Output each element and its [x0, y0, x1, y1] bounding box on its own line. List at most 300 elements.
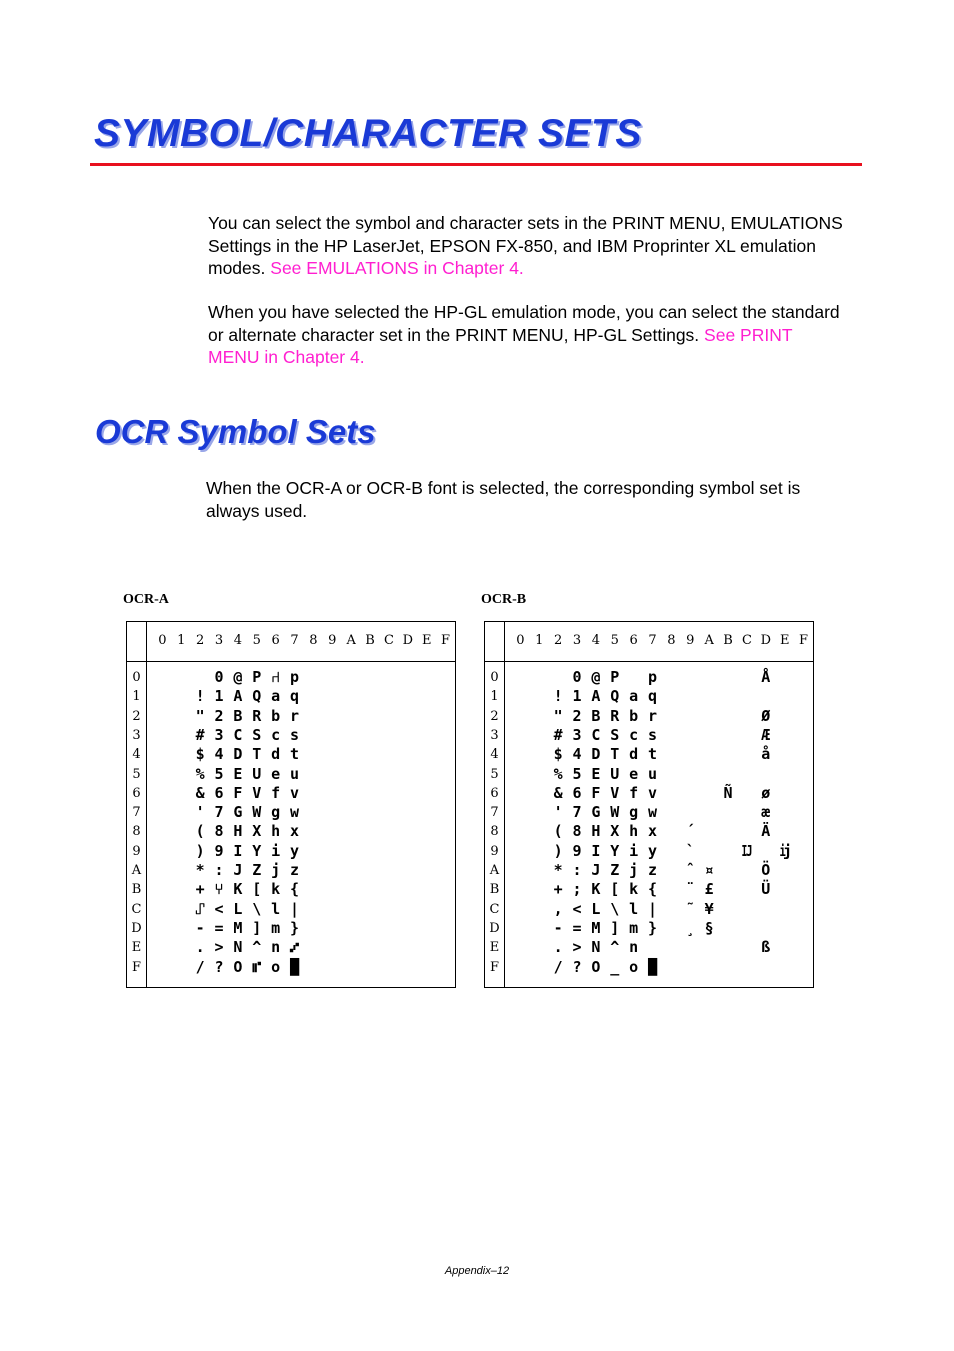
char-cell: [342, 803, 361, 821]
char-cell: [342, 900, 361, 918]
char-row: [153, 668, 455, 686]
char-cell: [361, 803, 380, 821]
char-cell: [436, 919, 455, 937]
char-cell: [530, 938, 549, 956]
char-cell: [417, 919, 436, 937]
char-cell: 1: [572, 687, 582, 706]
char-cell: Q: [252, 687, 262, 706]
row-label: 0: [132, 670, 141, 685]
char-cell: [794, 707, 813, 725]
char-row: [511, 938, 813, 956]
char-cell: [172, 958, 191, 976]
char-row: [153, 765, 455, 783]
char-cell: c: [271, 725, 281, 744]
char-cell: [172, 842, 191, 860]
char-cell: +: [195, 880, 205, 899]
char-cell: %: [195, 764, 205, 783]
char-cell: [417, 726, 436, 744]
char-cell: [153, 745, 172, 763]
char-cell: [775, 822, 794, 840]
char-cell: [719, 668, 738, 686]
char-cell: [530, 765, 549, 783]
char-cell: [304, 919, 323, 937]
char-cell: [530, 900, 549, 918]
char-cell: e: [271, 764, 281, 783]
char-cell: Å: [761, 668, 771, 686]
char-cell: n: [629, 938, 639, 957]
char-cell: [511, 900, 530, 918]
column-header: 3: [572, 633, 582, 648]
char-cell: `: [685, 841, 695, 860]
char-cell: [342, 958, 361, 976]
char-cell: Q: [610, 687, 620, 706]
char-cell: ': [195, 803, 205, 822]
char-row: [511, 687, 813, 705]
char-cell: [153, 880, 172, 898]
char-row: [153, 745, 455, 763]
char-cell: [719, 707, 738, 725]
char-cell: [: [252, 880, 262, 899]
table-divider-vertical: [504, 622, 505, 987]
char-cell: [153, 726, 172, 744]
char-cell: _: [610, 957, 620, 976]
char-cell: [342, 880, 361, 898]
char-cell: h: [271, 822, 281, 841]
char-cell: [342, 707, 361, 725]
column-header: C: [383, 633, 394, 648]
char-cell: [304, 726, 323, 744]
char-cell: ¤: [704, 861, 714, 879]
char-cell: [361, 687, 380, 705]
char-cell: 2: [572, 706, 582, 725]
char-cell: [681, 784, 700, 802]
char-cell: ?: [214, 957, 224, 976]
char-row: [511, 765, 813, 783]
char-cell: [361, 784, 380, 802]
char-cell: [436, 707, 455, 725]
char-cell: [700, 687, 719, 705]
char-cell: [775, 745, 794, 763]
char-cell: 6: [214, 783, 224, 802]
column-header: 6: [629, 633, 638, 648]
char-cell: [794, 938, 813, 956]
char-cell: [436, 958, 455, 976]
row-label: 4: [490, 747, 499, 763]
char-cell: [700, 765, 719, 783]
char-cell: y: [290, 841, 300, 860]
char-cell: T: [610, 745, 620, 764]
char-cell: [361, 745, 380, 763]
column-header: E: [779, 633, 790, 648]
char-cell: ": [553, 706, 563, 725]
char-cell: [775, 687, 794, 705]
char-cell: f: [629, 783, 639, 802]
char-cell: [361, 900, 380, 918]
char-cell: [361, 919, 380, 937]
char-cell: [304, 958, 323, 976]
column-header: C: [741, 633, 752, 648]
char-cell: $: [195, 745, 205, 764]
char-cell: V: [610, 783, 620, 802]
column-header: E: [421, 633, 432, 648]
char-cell: [304, 784, 323, 802]
char-cell: [323, 687, 342, 705]
char-cell: [380, 726, 399, 744]
char-cell: [380, 919, 399, 937]
char-cell: [662, 687, 681, 705]
char-cell: [436, 938, 455, 956]
char-cell: 5: [572, 764, 582, 783]
char-cell: [342, 668, 361, 686]
char-cell: [794, 726, 813, 744]
char-cell: [738, 687, 757, 705]
char-cell: [153, 919, 172, 937]
char-row: [511, 958, 813, 976]
column-header-row: [153, 633, 455, 648]
char-cell: [662, 803, 681, 821]
char-cell: [662, 861, 681, 879]
char-cell: w: [648, 803, 658, 822]
char-cell: [153, 707, 172, 725]
char-cell: s: [290, 725, 300, 744]
char-cell: [380, 822, 399, 840]
char-cell: [304, 880, 323, 898]
column-header: D: [402, 633, 414, 648]
char-cell: [398, 745, 417, 763]
char-cell: [662, 765, 681, 783]
char-cell: [756, 900, 775, 918]
char-cell: I: [233, 841, 243, 860]
char-cell: [172, 668, 191, 686]
char-cell: 3: [214, 725, 224, 744]
char-cell: [398, 919, 417, 937]
char-cell: [643, 938, 662, 956]
char-row: [511, 707, 813, 725]
char-cell: [794, 803, 813, 821]
char-cell: M: [233, 918, 243, 937]
char-cell: .: [195, 938, 205, 957]
char-cell: x: [648, 822, 658, 841]
char-cell: }: [648, 918, 658, 937]
char-cell: [436, 880, 455, 898]
char-cell: u: [648, 764, 658, 783]
char-cell: [153, 784, 172, 802]
char-cell: [738, 880, 757, 898]
char-cell: A: [233, 687, 243, 706]
char-cell: [304, 900, 323, 918]
char-cell: $: [553, 745, 563, 764]
char-cell: [380, 958, 399, 976]
char-cell: [662, 668, 681, 686]
char-cell: m: [629, 918, 639, 937]
char-cell: [719, 919, 738, 937]
print-menu-link[interactable]: See PRINT MENU in Chapter 4.: [208, 324, 793, 367]
row-label: 8: [490, 824, 499, 840]
char-cell: ĳ: [780, 841, 790, 860]
char-cell: :: [214, 861, 224, 879]
char-cell: [436, 822, 455, 840]
char-cell: {: [290, 880, 300, 899]
char-cell: [304, 668, 323, 686]
char-cell: [172, 880, 191, 898]
char-cell: [719, 958, 738, 976]
char-cell: \: [252, 899, 262, 918]
row-label: 9: [490, 843, 499, 859]
char-cell: J: [591, 861, 601, 879]
char-cell: [304, 938, 323, 956]
char-cell: [304, 687, 323, 705]
char-cell: [417, 880, 436, 898]
column-header: F: [799, 633, 809, 648]
char-row: [511, 745, 813, 763]
char-cell: [794, 842, 813, 860]
char-cell: [511, 784, 530, 802]
char-cell: [719, 765, 738, 783]
char-cell: [662, 919, 681, 937]
char-cell: r: [290, 706, 300, 725]
char-cell: [436, 803, 455, 821]
char-cell: [153, 938, 172, 956]
char-cell: [756, 765, 775, 783]
char-cell: [172, 861, 191, 879]
char-cell: v: [290, 783, 300, 802]
char-cell: [549, 668, 568, 686]
char-cell: [323, 765, 342, 783]
char-cell: ^: [610, 938, 620, 957]
char-cell: [738, 726, 757, 744]
char-cell: [417, 707, 436, 725]
char-cell: [530, 784, 549, 802]
char-row: [153, 822, 455, 840]
char-row: [511, 919, 813, 937]
char-cell: [417, 822, 436, 840]
page-title: SYMBOL/CHARACTER SETS: [94, 112, 642, 155]
char-cell: [719, 938, 738, 956]
char-cell: [380, 784, 399, 802]
char-cell: [304, 745, 323, 763]
char-row: [153, 803, 455, 821]
char-cell: t: [290, 745, 300, 764]
char-cell: 2: [214, 706, 224, 725]
char-cell: [323, 958, 342, 976]
column-header: 0: [158, 633, 167, 648]
column-header: 8: [667, 633, 676, 648]
char-cell: [662, 938, 681, 956]
char-cell: [361, 822, 380, 840]
char-cell: G: [591, 803, 601, 822]
char-cell: Ñ: [723, 783, 733, 802]
char-cell: [530, 861, 549, 879]
char-cell: d: [271, 745, 281, 764]
char-cell: %: [553, 764, 563, 783]
char-cell: [681, 687, 700, 705]
char-cell: [361, 707, 380, 725]
char-row: [511, 900, 813, 918]
char-cell: !: [553, 687, 563, 706]
char-cell: [417, 958, 436, 976]
char-cell: [700, 726, 719, 744]
char-cell: [398, 687, 417, 705]
char-cell: l: [271, 899, 281, 918]
char-cell: [172, 803, 191, 821]
char-cell: [153, 861, 172, 879]
char-row: [511, 726, 813, 744]
char-cell: [530, 668, 549, 686]
ocr-paragraph: When the OCR-A or OCR-B font is selected, the corresponding symbol set is always used.: [206, 478, 801, 521]
char-cell: [417, 803, 436, 821]
char-cell: X: [610, 822, 620, 841]
char-cell: [417, 784, 436, 802]
char-cell: N: [233, 938, 243, 957]
char-cell: b: [271, 706, 281, 725]
char-cell: [172, 900, 191, 918]
char-cell: [417, 668, 436, 686]
char-cell: b: [629, 706, 639, 725]
hpgl-paragraph: [208, 301, 848, 369]
row-label: 2: [490, 708, 499, 724]
column-header: 1: [177, 633, 186, 648]
char-cell: [775, 803, 794, 821]
char-cell: Ä: [761, 822, 771, 841]
char-cell: [794, 919, 813, 937]
char-cell: x: [290, 822, 300, 841]
char-cell: [775, 765, 794, 783]
char-cell: [153, 803, 172, 821]
char-cell: [436, 765, 455, 783]
char-cell: [398, 842, 417, 860]
char-cell: [700, 707, 719, 725]
char-cell: |: [648, 899, 658, 918]
char-cell: g: [629, 803, 639, 822]
char-cell: [775, 919, 794, 937]
column-header: 2: [554, 633, 563, 648]
char-cell: j: [271, 861, 281, 879]
char-cell: a: [271, 687, 281, 706]
char-cell: [624, 668, 643, 686]
row-label: 5: [132, 766, 141, 782]
char-cell: [172, 784, 191, 802]
char-cell: v: [648, 783, 658, 802]
char-cell: H: [233, 822, 243, 841]
char-row: [153, 842, 455, 860]
char-cell: [172, 765, 191, 783]
char-cell: [719, 687, 738, 705]
char-cell: [398, 822, 417, 840]
char-cell: [738, 784, 757, 802]
row-label: 9: [132, 843, 141, 859]
char-cell: [342, 861, 361, 879]
char-cell: [398, 861, 417, 879]
char-row: [153, 900, 455, 918]
char-cell: [756, 687, 775, 705]
char-cell: [172, 938, 191, 956]
char-cell: █: [648, 957, 658, 976]
table-divider-horizontal: [485, 661, 813, 662]
char-cell: [380, 861, 399, 879]
row-label: 8: [132, 824, 141, 840]
char-cell: [662, 707, 681, 725]
intro-paragraph: You can select the symbol and character sets in the PRINT MENU, EMULATIONS Settings in the HP LaserJet, EPSON FX-850, and IBM Proprinter XL emulation modes. See EMULATIONS in Chapter 4.: [208, 213, 843, 278]
char-cell: ‚: [553, 899, 563, 918]
char-cell: [361, 861, 380, 879]
char-cell: [719, 880, 738, 898]
column-header: 4: [591, 633, 601, 648]
row-label: A: [131, 863, 142, 878]
char-cell: Ü: [761, 880, 771, 899]
char-cell: [511, 726, 530, 744]
row-label: 5: [490, 766, 499, 782]
char-cell: [172, 687, 191, 705]
char-cell: [530, 919, 549, 937]
char-cell: p: [290, 668, 300, 686]
emulations-link[interactable]: See EMULATIONS in Chapter 4.: [270, 258, 524, 278]
char-cell: ): [195, 841, 205, 860]
char-cell: [380, 745, 399, 763]
char-cell: N: [591, 938, 601, 957]
char-cell: [681, 707, 700, 725]
row-label: A: [489, 863, 500, 878]
char-cell: [681, 745, 700, 763]
row-label: C: [489, 901, 500, 917]
char-cell: [380, 668, 399, 686]
char-cell: [361, 842, 380, 860]
row-label: B: [131, 882, 142, 898]
column-header: 7: [648, 633, 657, 648]
char-cell: Ĳ: [742, 841, 752, 860]
char-cell: ]: [610, 918, 620, 937]
char-cell: [417, 938, 436, 956]
char-cell: ¨: [685, 880, 695, 899]
char-cell: [342, 765, 361, 783]
char-cell: [511, 822, 530, 840]
char-cell: [323, 668, 342, 686]
char-cell: [172, 726, 191, 744]
intro-text: You can select the symbol and character sets in the PRINT MENU, EMULATIONS Settings in the HP LaserJet, EPSON FX-850, and IBM Proprinter XL emulation modes: [208, 213, 843, 278]
char-cell: q: [290, 687, 300, 706]
char-cell: ): [553, 841, 563, 860]
char-cell: [530, 822, 549, 840]
row-label: 1: [490, 689, 499, 705]
char-cell: i: [271, 841, 281, 860]
char-cell: u: [290, 764, 300, 783]
char-cell: /: [553, 957, 563, 976]
char-row: [153, 958, 455, 976]
char-cell: [380, 842, 399, 860]
char-cell: [719, 726, 738, 744]
char-cell: æ: [761, 803, 771, 822]
column-header: 9: [328, 633, 337, 648]
char-cell: [775, 880, 794, 898]
char-cell: [738, 861, 757, 879]
char-cell: [398, 668, 417, 686]
char-cell: å: [761, 745, 771, 764]
char-cell: |: [290, 899, 300, 918]
char-cell: [700, 958, 719, 976]
char-row: [153, 784, 455, 802]
char-cell: [530, 803, 549, 821]
char-cell: @: [591, 668, 601, 686]
char-cell: 4: [214, 745, 224, 764]
column-header: 8: [309, 633, 318, 648]
char-cell: A: [591, 687, 601, 706]
char-cell: L: [233, 899, 243, 918]
char-cell: ß: [761, 938, 771, 957]
char-cell: [323, 919, 342, 937]
char-cell: [738, 745, 757, 763]
char-cell: [738, 707, 757, 725]
char-cell: ø: [761, 783, 771, 802]
char-cell: [: [610, 880, 620, 899]
